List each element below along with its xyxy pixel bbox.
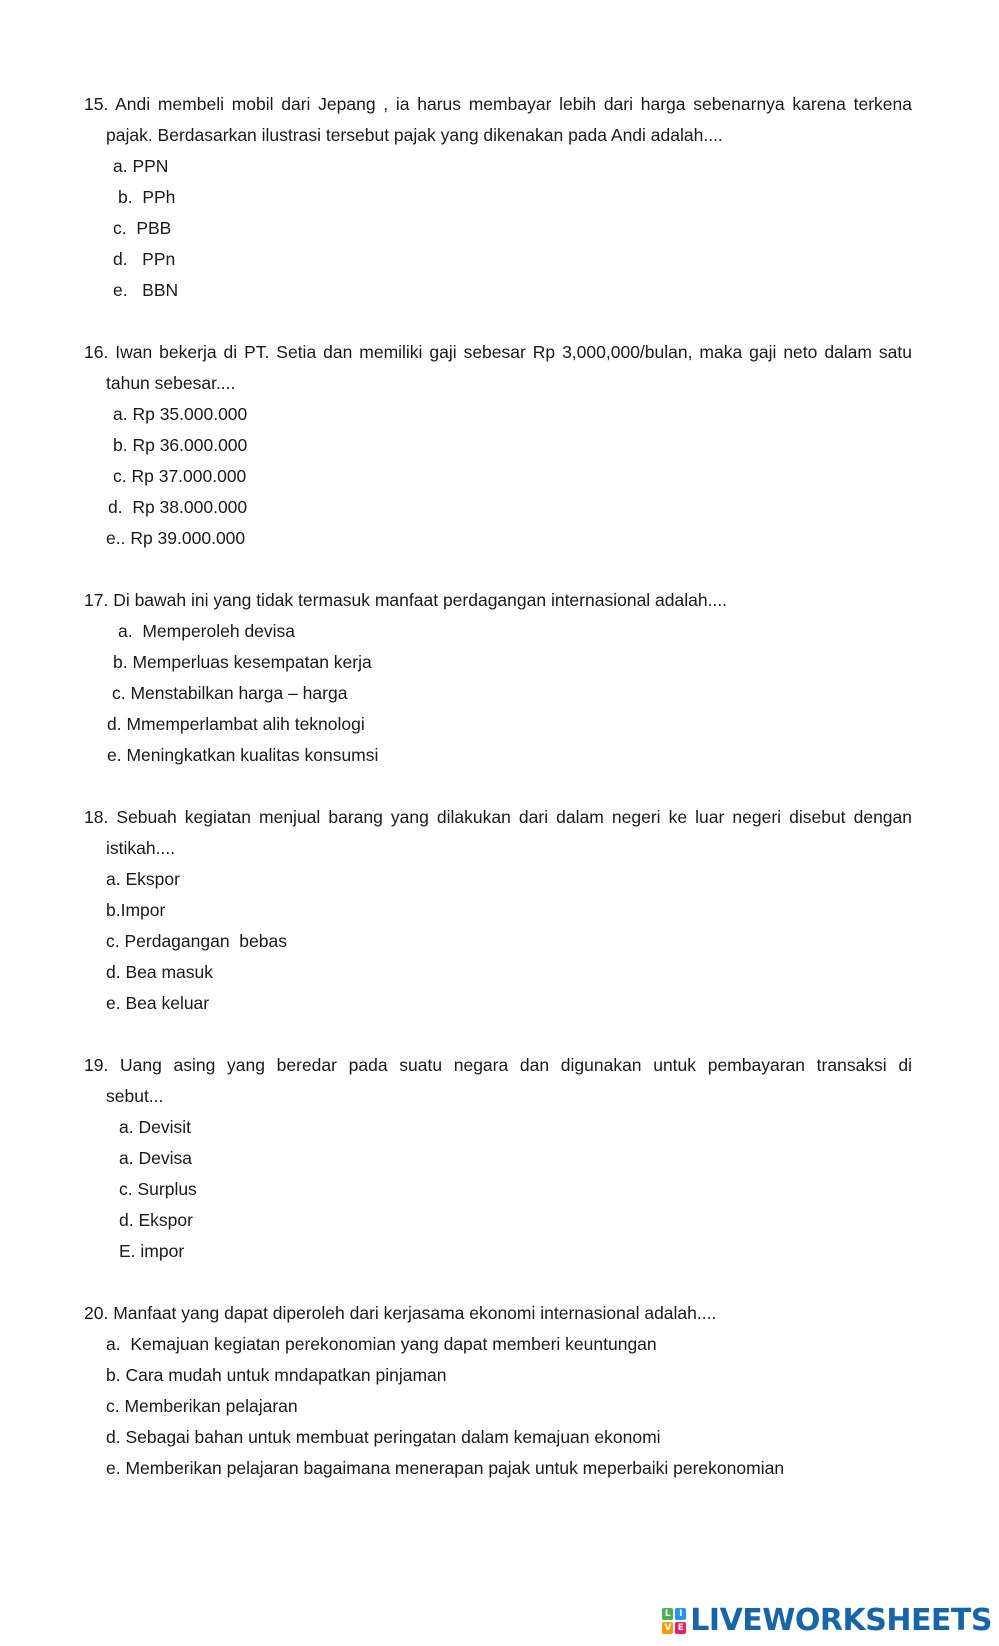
- question-19: [84, 1050, 912, 1267]
- option-item: b. Rp 36.000.000: [113, 435, 248, 455]
- options-list: [84, 616, 912, 771]
- option-item: E. impor: [119, 1241, 185, 1261]
- question-17: [84, 585, 912, 771]
- question-text: 17. Di bawah ini yang tidak termasuk manfaat perdagangan internasional adalah....: [84, 590, 728, 610]
- logo-text: LIVEWORKSHEETS: [690, 1603, 992, 1638]
- option-item: a. Devisit: [119, 1117, 191, 1137]
- question-text: 15. Andi membeli mobil dari Jepang , ia harus membayar lebih dari harga sebenarnya karena terkena pajak. Berdasarkan ilustrasi tersebut pajak yang dikenakan pada Andi adalah....: [84, 94, 912, 145]
- question-text: 19. Uang asing yang beredar pada suatu negara dan digunakan untuk pembayaran transaksi di sebut...: [84, 1055, 912, 1106]
- logo-icon-tile: V: [662, 1622, 673, 1634]
- option-item: a. Ekspor: [106, 869, 180, 889]
- option-item: c. Surplus: [119, 1179, 197, 1199]
- logo-icon-tile: E: [675, 1622, 686, 1634]
- option-item: a. Devisa: [119, 1148, 192, 1168]
- question-text: 20. Manfaat yang dapat diperoleh dari kerjasama ekonomi internasional adalah....: [84, 1303, 717, 1323]
- option-item: b. PPh: [118, 187, 176, 207]
- option-item: d. Sebagai bahan untuk membuat peringatan dalam kemajuan ekonomi: [106, 1427, 661, 1447]
- option-item: b. Memperluas kesempatan kerja: [113, 652, 372, 672]
- option-item: d. PPn: [113, 249, 176, 269]
- logo-icon-tile: I: [675, 1608, 686, 1620]
- liveworksheets-icon: [662, 1608, 686, 1634]
- option-item: a. Rp 35.000.000: [113, 404, 248, 424]
- option-item: e. BBN: [113, 280, 179, 300]
- option-item: c. Memberikan pelajaran: [106, 1396, 298, 1416]
- liveworksheets-logo: [662, 1601, 992, 1641]
- option-item: e. Bea keluar: [106, 993, 210, 1013]
- option-item: e. Memberikan pelajaran bagaimana menerapan pajak untuk meperbaiki perekonomian: [106, 1458, 785, 1478]
- option-item: c. PBB: [113, 218, 172, 238]
- option-item: e.. Rp 39.000.000: [106, 528, 246, 548]
- option-item: d. Mmemperlambat alih teknologi: [107, 714, 365, 734]
- question-18: [84, 802, 912, 1019]
- option-item: b. Cara mudah untuk mndapatkan pinjaman: [106, 1365, 447, 1385]
- option-item: a. Memperoleh devisa: [118, 621, 296, 641]
- options-list: [84, 151, 912, 306]
- question-20: [84, 1298, 912, 1484]
- option-item: e. Meningkatkan kualitas konsumsi: [107, 745, 379, 765]
- options-list: [84, 1329, 912, 1484]
- option-item: d. Rp 38.000.000: [108, 497, 248, 517]
- option-item: c. Perdagangan bebas: [106, 931, 287, 951]
- question-16: [84, 337, 912, 554]
- option-item: a. PPN: [113, 156, 169, 176]
- question-text: 18. Sebuah kegiatan menjual barang yang dilakukan dari dalam negeri ke luar negeri disebut dengan istikah....: [84, 807, 912, 858]
- option-item: a. Kemajuan kegiatan perekonomian yang dapat memberi keuntungan: [106, 1334, 657, 1354]
- options-list: [84, 399, 912, 554]
- option-item: d. Ekspor: [119, 1210, 193, 1230]
- options-list: [84, 1112, 912, 1267]
- question-text: 16. Iwan bekerja di PT. Setia dan memiliki gaji sebesar Rp 3,000,000/bulan, maka gaji neto dalam satu tahun sebesar....: [84, 342, 912, 393]
- logo-icon-tile: L: [662, 1608, 673, 1620]
- question-15: [84, 89, 912, 306]
- option-item: d. Bea masuk: [106, 962, 213, 982]
- option-item: c. Menstabilkan harga – harga: [112, 683, 348, 703]
- options-list: [84, 864, 912, 1019]
- option-item: b.Impor: [106, 900, 166, 920]
- option-item: c. Rp 37.000.000: [113, 466, 247, 486]
